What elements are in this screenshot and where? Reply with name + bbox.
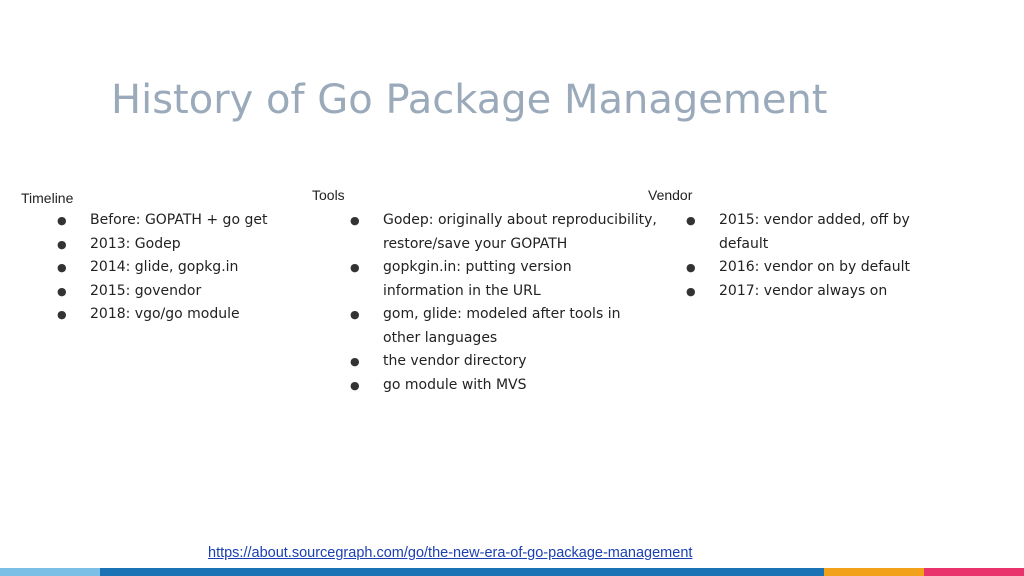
slide-title: History of Go Package Management xyxy=(111,77,828,123)
footer-segment-orange xyxy=(824,568,924,576)
vendor-list xyxy=(684,209,954,303)
bullet-icon: ● xyxy=(57,261,67,274)
bullet-icon: ● xyxy=(57,284,67,298)
source-link[interactable]: https://about.sourcegraph.com/go/the-new-era-of-go-package-management xyxy=(208,545,693,561)
list-item: ● 2013: Godep xyxy=(55,233,305,257)
bullet-icon: ● xyxy=(350,378,360,392)
tools-heading: Tools xyxy=(312,187,345,203)
bullet-icon: ● xyxy=(57,308,67,321)
tools-list xyxy=(348,209,660,397)
bullet-icon: ● xyxy=(686,261,696,274)
list-item: ● go module with MVS xyxy=(348,374,660,398)
list-item: ● Before: GOPATH + go get xyxy=(55,209,305,233)
list-item: ● gopkgin.in: putting version information in the URL xyxy=(348,256,660,303)
bullet-icon: ● xyxy=(350,308,360,321)
bullet-icon: ● xyxy=(350,355,360,368)
list-item: ● 2015: govendor xyxy=(55,280,305,304)
bullet-icon: ● xyxy=(686,214,696,227)
list-item: ● 2015: vendor added, off by default xyxy=(684,209,954,256)
list-item: ● 2017: vendor always on xyxy=(684,280,954,304)
bullet-icon: ● xyxy=(350,261,360,274)
bullet-icon: ● xyxy=(686,284,696,298)
footer-segment-pink xyxy=(924,568,1024,576)
footer-color-bar xyxy=(0,568,1024,576)
timeline-heading: Timeline xyxy=(21,190,74,206)
list-item: ● the vendor directory xyxy=(348,350,660,374)
list-item: ● gom, glide: modeled after tools in other languages xyxy=(348,303,660,350)
list-item: ● 2014: glide, gopkg.in xyxy=(55,256,305,280)
footer-segment-light-blue xyxy=(0,568,100,576)
vendor-heading: Vendor xyxy=(648,187,693,203)
list-item: ● 2018: vgo/go module xyxy=(55,303,305,327)
timeline-list xyxy=(55,209,305,327)
bullet-icon: ● xyxy=(57,237,67,251)
list-item: ● 2016: vendor on by default xyxy=(684,256,954,280)
bullet-icon: ● xyxy=(350,214,360,227)
footer-segment-blue xyxy=(100,568,824,576)
bullet-icon: ● xyxy=(57,214,67,227)
list-item: ● Godep: originally about reproducibility, restore/save your GOPATH xyxy=(348,209,660,256)
